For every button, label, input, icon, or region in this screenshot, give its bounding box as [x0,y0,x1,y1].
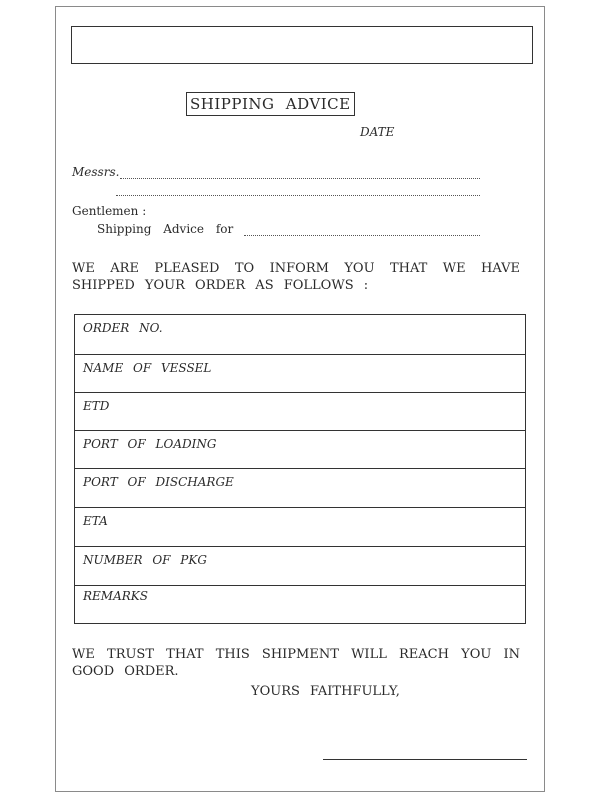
row-label: NAME OF VESSEL [83,361,212,375]
closing-line-1: WE TRUST THAT THIS SHIPMENT WILL REACH YOU IN [72,647,520,662]
table-row-order-no[interactable] [75,315,525,354]
greeting: Gentlemen : [72,204,147,218]
row-label: NUMBER OF PKG [83,553,207,567]
closing-line-2: GOOD ORDER. [72,664,179,679]
table-row-port-of-discharge[interactable] [75,468,525,507]
shipment-details-table [74,314,526,624]
form-title: SHIPPING ADVICE [186,92,355,116]
letterhead-box[interactable] [71,26,533,64]
signature-line[interactable] [323,759,527,760]
date-label: DATE [360,125,395,139]
table-row-port-of-loading[interactable] [75,430,525,468]
table-row-remarks[interactable] [75,585,525,623]
messrs-field-line-1[interactable] [120,178,480,179]
row-label: REMARKS [83,589,148,603]
row-label: ORDER NO. [83,321,163,335]
messrs-field-line-2[interactable] [116,195,480,196]
intro-line-2: SHIPPED YOUR ORDER AS FOLLOWS : [72,278,369,293]
shipping-advice-for-field[interactable] [244,235,480,236]
intro-line-1: WE ARE PLEASED TO INFORM YOU THAT WE HAVE [72,261,520,276]
sign-off: YOURS FAITHFULLY, [251,684,400,699]
table-row-etd[interactable] [75,392,525,430]
shipping-advice-for-label: Shipping Advice for [97,222,234,236]
row-label: PORT OF LOADING [83,437,217,451]
table-row-vessel-name[interactable] [75,354,525,392]
row-label: ETA [83,514,108,528]
table-row-number-of-pkg[interactable] [75,546,525,585]
row-label: PORT OF DISCHARGE [83,475,234,489]
table-row-eta[interactable] [75,507,525,546]
row-label: ETD [83,399,110,413]
messrs-label: Messrs. [72,165,120,179]
